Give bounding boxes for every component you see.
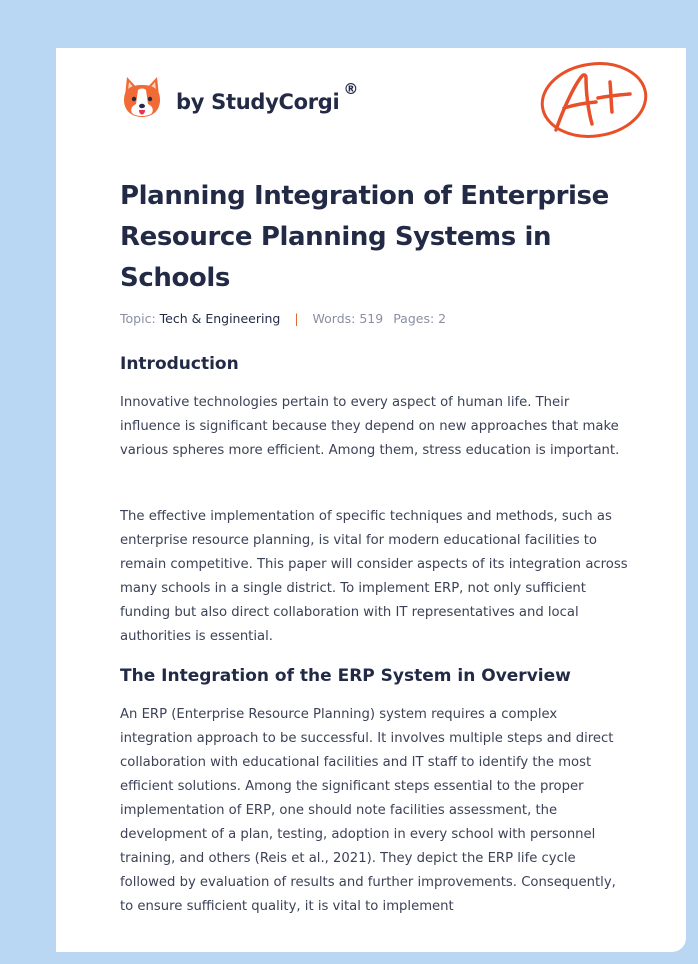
topic-label: Topic: [120, 311, 156, 326]
paragraph: Innovative technologies pertain to every aspect of human life. Their influence is significant because they depend on new approaches that make various spheres more efficient. Among them, stress education is important. [120, 395, 620, 458]
brand-name: by StudyCorgi [176, 90, 340, 114]
brand-logo[interactable] [122, 76, 358, 122]
topic-link[interactable]: Tech & Engineering [159, 311, 281, 326]
a-plus-grade-icon [538, 58, 654, 142]
paragraph: The effective implementation of specific techniques and methods, such as enterprise resource planning, is vital for modern educational facilities to remain competitive. This paper will consider aspects of its integration across many schools in a single district. To implement ERP, not only sufficient funding but also direct collaboration with IT representatives and local authorities is essential. [120, 509, 628, 644]
word-count: Words: 519 [312, 311, 384, 326]
document-meta [120, 311, 446, 326]
section-heading-introduction: Introduction [120, 354, 239, 374]
section-heading-erp-overview: The Integration of the ERP System in Overview [120, 666, 571, 686]
registered-mark: ® [343, 80, 359, 98]
corgi-logo-icon [122, 76, 162, 122]
document-title: Planning Integration of Enterprise Resource Planning Systems in Schools [120, 181, 609, 293]
document-page [56, 48, 686, 952]
paragraph: An ERP (Enterprise Resource Planning) system requires a complex integration approach to be successful. It involves multiple steps and direct collaboration with educational facilities and IT staff to identify the most efficient solutions. Among the significant steps essential to the proper implementation of ERP, one should note facilities assessment, the development of a plan, testing, adoption in every school with personnel training, and others (Reis et al., 2021). They depict the ERP life cycle followed by evaluation of results and further improvements. Consequently, to ensure sufficient quality, it is vital to implement [120, 707, 616, 914]
meta-separator: | [294, 311, 299, 326]
page-count: Pages: 2 [393, 311, 447, 326]
